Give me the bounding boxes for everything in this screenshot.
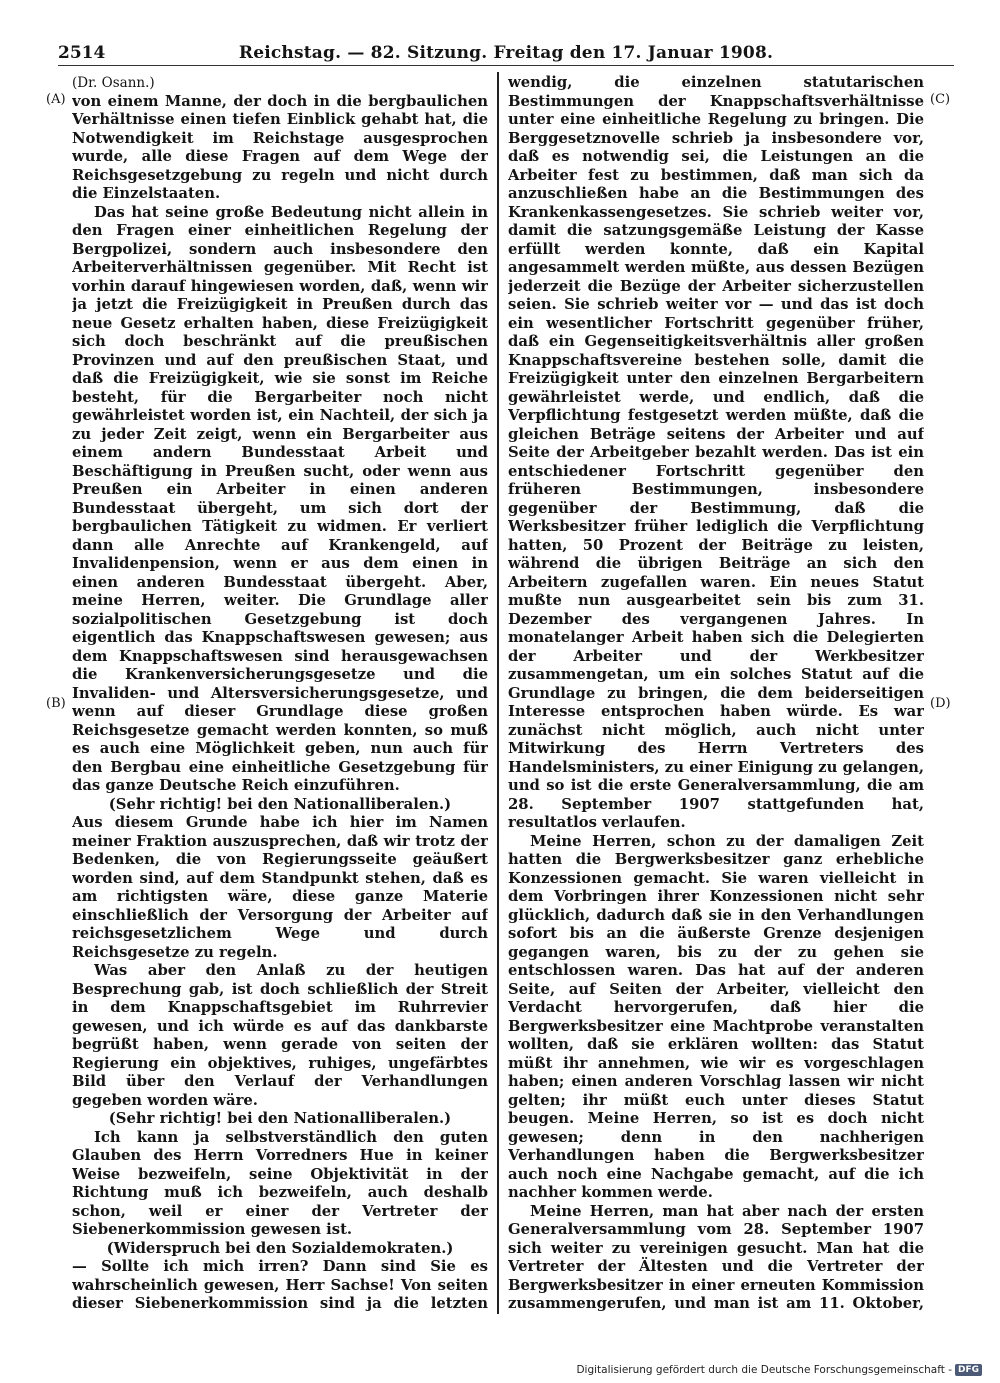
paragraph: von einem Manne, der doch in die bergbaulichen Verhältnisse einen tiefen Einblick gehabt hat, die Notwendigkeit im Reichstage ausgesprochen wurde, alle diese Fragen auf dem Wege der Reichsgesetzgebung zu regeln und nicht durch die Einzelstaaten.: [72, 92, 488, 202]
right-column: [508, 74, 924, 1314]
margin-marker-c: (C): [930, 92, 951, 107]
left-column: [72, 74, 488, 1314]
paragraph: wendig, die einzelnen statutarischen Bestimmungen der Knappschaftsverhältnisse unter eine einheitliche Regelung zu bringen. Die Berggesetznovelle schrieb ja insbesondere vor, daß es notwendig sei, die Leistungen an die Arbeiter fest zu bestimmen, daß man sich da anzuschließen habe an die Bestimmungen des Krankenkassengesetzes. Sie schrieb weiter vor, damit die satzungsgemäße Leistung der Kasse erfüllt werden konnte, daß ein Kapital angesammelt werden müßte, aus dessen Bezügen jederzeit die Bezüge der Arbeiter sicherzustellen seien. Sie schrieb weiter vor — und das ist doch ein wesentlicher Fortschritt gegenüber früher, daß ein Gegenseitigkeitsverhältnis aller großen Knappschaftsvereine bestehen solle, damit die Freizügigkeit unter den einzelnen Bergarbeitern gewährleistet werde, und endlich, daß die Verpflichtung festgesetzt werden müßte, daß die gleichen Beträge seitens der Arbeiter und auf Seite der Arbeitgeber bezahlt werden. Das ist ein entschiedener Fortschritt gegenüber den früheren Bestimmungen, insbesondere gegenüber der Bestimmung, daß die Werksbesitzer früher lediglich die Verpflichtung hatten, 50 Prozent der Beiträge zu leisten, während die übrigen Beiträge an sich den Arbeitern zugefallen waren. Ein neues Statut mußte nun ausgearbeitet sein bis zum 31. Dezember des vergangenen Jahres. In monatelanger Arbeit haben sich die Delegierten der Arbeiter und der Werkbesitzer zusammengetan, um ein solches Statut auf die Grundlage zu bringen, die dem beiderseitigen Interesse entsprochen haben würde. Es war zunächst nicht möglich, auch nicht unter Mitwirkung des Herrn Vertreters des Handelsministers, zu einer Einigung zu gelangen, und so ist die erste Generalversammlung, die am 28. September 1907 stattgefunden hat, resultatlos verlaufen.: [508, 74, 924, 831]
paragraph: Aus diesem Grunde habe ich hier im Namen meiner Fraktion auszusprechen, daß wir trotz der Bedenken, die von Regierungsseite geäußert worden sind, auf dem Standpunkt stehen, daß es am richtigsten wäre, diese ganze Materie einschließlich der Versorgung der Arbeiter auf reichsgesetzlichem Wege und durch Reichsgesetze zu regeln.: [72, 814, 488, 961]
credit-text: Digitalisierung gefördert durch die Deutsche Forschungsgemeinschaft -: [576, 1364, 952, 1376]
margin-marker-b: (B): [46, 696, 66, 711]
page-header: [58, 40, 954, 66]
paragraph: Das hat seine große Bedeutung nicht allein in den Fragen einer einheitlichen Regelung der Bergpolizei, sondern auch insbesondere den Arbeiterverhältnissen gegenüber. Mit Recht ist vorhin darauf hingewiesen worden, daß, wenn wir ja jetzt die Freizügigkeit in Preußen durch das neue Gesetz erhalten haben, diese Freizügigkeit sich doch beschränkt auf die preußischen Provinzen und auf den preußischen Staat, und daß die Freizügigkeit, wie sie sonst im Reiche besteht, für die Bergarbeiter noch nicht gewährleistet worden ist, ein Nachteil, der sich ja zu jeder Zeit zeigt, wenn ein Bergarbeiter aus einem andern Bundesstaat Arbeit und Beschäftigung in Preußen sucht, oder wenn aus Preußen ein Arbeiter in einen anderen Bundesstaat übergeht, um sich dort der bergbaulichen Tätigkeit zu widmen. Er verliert dann alle Anrechte auf Krankengeld, auf Invalidenpension, wenn er aus dem einen in einen anderen Bundesstaat übergeht. Aber, meine Herren, weiter. Die Grundlage aller sozialpolitischen Gesetzgebung ist doch eigentlich das Knappschaftswesen gewesen; aus dem Knappschaftswesen sind herausgewachsen die Krankenversicherungsgesetze und die Invaliden- und Altersversicherungsgesetze, und wenn auf dieser Grundlage diese großen Reichsgesetze gemacht werden konnten, so muß es auch eine Möglichkeit geben, nun auch für den Bergbau eine einheitliche Gesetzgebung für das ganze Deutsche Reich einzuführen.: [72, 203, 488, 794]
paragraph: Ich kann ja selbstverständlich den guten Glauben des Herrn Vorredners Hue in keiner Weise bezweifeln, seine Objektivität in der Richtung muß ich bezweifeln, auch deshalb schon, weil er einer der Vertreter der Siebenerkommission gewesen ist.: [72, 1128, 488, 1238]
paragraph: Was aber den Anlaß zu der heutigen Besprechung gab, ist doch schließlich der Streit in dem Knappschaftsgebiet im Ruhrrevier gewesen, und ich würde es auf das dankbarste begrüßt haben, wenn gerade von seiten der Regierung ein objektives, ruhiges, ungefärbtes Bild über den Verlauf der Verhandlungen gegeben worden wäre.: [72, 962, 488, 1109]
margin-marker-a: (A): [46, 92, 66, 107]
column-divider: [497, 72, 499, 1314]
paragraph: Meine Herren, man hat aber nach der ersten Generalversammlung vom 28. September 1907 sich weiter zu vereinigen gesucht. Man hat die Vertreter der Ältesten und die Vertreter der Bergwerksbesitzer in einer erneuten Kommission zusammengerufen, und man ist am 11. Oktober,: [508, 1202, 924, 1312]
dfg-logo: DFG: [955, 1364, 982, 1376]
margin-marker-d: (D): [930, 696, 951, 711]
running-title: Reichstag. — 82. Sitzung. Freitag den 17. Januar 1908.: [238, 43, 774, 63]
interjection: (Sehr richtig! bei den Nationalliberalen.): [108, 795, 452, 813]
speaker-label: (Dr. Osann.): [72, 75, 155, 91]
header-rule: [58, 65, 954, 66]
interjection: (Sehr richtig! bei den Nationalliberalen.): [108, 1110, 452, 1127]
page-number: 2514: [58, 43, 106, 63]
interjection: (Widerspruch bei den Sozialdemokraten.): [106, 1239, 454, 1257]
paragraph: Meine Herren, schon zu der damaligen Zeit hatten die Bergwerksbesitzer ganz erhebliche Konzessionen gemacht. Sie waren vielleicht in dem Vorbringen ihrer Konzessionen nicht sehr glücklich, dadurch daß sie in den Verhandlungen sofort bis an die äußerste Grenze desjenigen gegangen waren, bis zu der zu gehen sie entschlossen waren. Das hat auf der anderen Seite, auf Seiten der Arbeiter, vielleicht den Verdacht hervorgerufen, daß hier die Bergwerksbesitzer eine Machtprobe veranstalten wollten, daß sie erklären wollten: das Statut müßt ihr annehmen, wie wir es vorgeschlagen haben; einen anderen Vorschlag lassen wir nicht gelten; ihr müßt euch unter dieses Statut beugen. Meine Herren, so ist es doch nicht gewesen; denn in den nachherigen Verhandlungen haben die Bergwerksbesitzer auch noch eine Nachgabe gemacht, auf die ich nachher kommen werde.: [508, 832, 924, 1201]
digitization-credit: [576, 1362, 982, 1378]
paragraph: — Sollte ich mich irren? Dann sind Sie es wahrscheinlich gewesen, Herr Sachse! Von seiten dieser Siebenerkommission sind ja die letzten: [72, 1258, 488, 1312]
